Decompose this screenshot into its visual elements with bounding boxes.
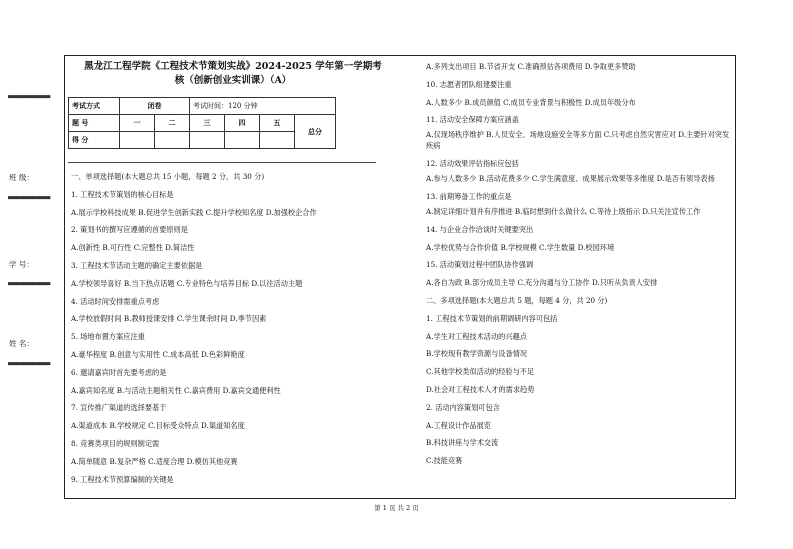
exam-time: 考试时间：120 分钟 (190, 98, 336, 115)
question-3: 3. 工程技术节活动主题的确定主要依据是 (71, 260, 203, 270)
right-column (426, 58, 732, 470)
mc-question-1-option-c: C.其他学校类似活动的经验与不足 (426, 367, 535, 377)
question-2: 2. 策划书的撰写应遵循的首要原则是 (71, 225, 188, 235)
question-8-options: A.简单随意 B.复杂严格 C.适度合理 D.模仿其他竞赛 (71, 456, 238, 466)
question-15-options: A.各自为政 B.部分成员主导 C.充分沟通与分工协作 D.只听从负责人安排 (426, 278, 658, 288)
score-cell-1[interactable] (120, 132, 155, 149)
mc-question-2-option-a: A.工程设计作品展览 (426, 420, 491, 430)
exam-method-value: 闭卷 (120, 98, 190, 115)
question-1-options: A.展示学校科技成果 B.促进学生创新实践 C.提升学校知名度 D.加强校企合作 (71, 207, 317, 217)
score-label: 得 分 (69, 132, 120, 149)
question-3-options: A.学校领导喜好 B.当下热点话题 C.专业特色与培养目标 D.以往活动主题 (71, 278, 303, 288)
question-2-options: A.创新性 B.可行性 C.完整性 D.简洁性 (71, 243, 195, 253)
binding-dots-1: ■■■■■■■■■■■■■■■ (8, 95, 51, 100)
question-11: 11. 活动安全保障方案应涵盖 (426, 115, 519, 125)
class-label: 班 级： (9, 173, 34, 182)
question-5-options: A.豪华程度 B.创意与实用性 C.成本高低 D.色彩鲜艳度 (71, 349, 245, 359)
left-column (71, 168, 401, 488)
question-1: 1. 工程技术节策划的核心目标是 (71, 189, 174, 199)
col-3: 三 (190, 115, 225, 132)
question-13: 13. 前期筹备工作的重点是 (426, 191, 512, 201)
question-13-options: A.制定详细计划并有序推进 B.临时想到什么做什么 C.等待上级指示 D.只关注宣传工作 (426, 206, 701, 216)
score-cell-4[interactable] (225, 132, 260, 149)
question-4: 4. 活动时间安排需重点考虑 (71, 296, 160, 306)
mc-question-2-option-c: C.技能竞赛 (426, 456, 463, 466)
exam-title-line1: 黑龙江工程学院《工程技术节策划实战》2024-2025 学年第一学期考 (84, 61, 382, 72)
question-9: 9. 工程技术节预算编制的关键是 (71, 474, 174, 484)
question-14-options: A.学校优势与合作价值 B.学校规模 C.学生数量 D.校园环境 (426, 242, 615, 252)
score-cell-5[interactable] (260, 132, 295, 149)
mc-question-1: 1. 工程技术节策划的前期调研内容可包括 (426, 313, 558, 323)
section-2-heading: 二、多项选择题(本大题总共 5 题，每题 4 分，共 20 分) (426, 295, 608, 305)
mc-question-2-option-b: B.科技讲座与学术交流 (426, 438, 499, 448)
binding-dots-4: ■■■■■■■■■■■■■■■ (8, 362, 51, 367)
exam-method-label: 考试方式 (69, 98, 120, 115)
question-8: 8. 竞赛类项目的规则制定需 (71, 438, 160, 448)
mc-question-2: 2. 活动内容策划可包含 (426, 402, 500, 412)
section-1-heading: 一、单项选择题(本大题总共 15 小题，每题 2 分，共 30 分) (71, 172, 265, 181)
question-12-options: A.参与人数多少 B.活动花费多少 C.学生满意度、成果展示效果等多维度 D.是否有领导表扬 (426, 173, 715, 183)
question-no-label: 题 号 (69, 115, 120, 132)
page-footer: 第 1 页 共 2 页 (374, 504, 419, 512)
mc-question-1-option-b: B.学校现有教学资源与设备情况 (426, 349, 528, 359)
question-10-options: A.人数多少 B.成员颜值 C.成员专业背景与积极性 D.成员年级分布 (426, 97, 636, 107)
question-12: 12. 活动效果评估指标应包括 (426, 159, 519, 169)
name-label: 姓 名： (9, 339, 34, 348)
mc-question-1-option-a: A.学生对工程技术活动的兴趣点 (426, 331, 527, 341)
score-cell-3[interactable] (190, 132, 225, 149)
question-10: 10. 志愿者团队组建要注重 (426, 79, 512, 89)
question-9-options: A.多列支出项目 B.节省开支 C.准确预估各项费用 D.争取更多赞助 (426, 62, 636, 71)
score-cell-2[interactable] (155, 132, 190, 149)
question-15: 15. 活动策划过程中团队协作强调 (426, 260, 534, 270)
mc-question-1-option-d: D.社会对工程技术人才的需求趋势 (426, 384, 535, 394)
total-label: 总分 (295, 115, 336, 149)
col-2: 二 (155, 115, 190, 132)
question-4-options: A.学校放假时间 B.教师授课安排 C.学生课余时间 D.季节因素 (71, 314, 267, 324)
student-id-label: 学 号： (9, 260, 34, 269)
binding-dots-3: ■■■■■■■■■■■■■■■ (8, 282, 51, 287)
question-11-options: A.仅现场秩序维护 B.人员安全、场地设施安全等多方面 C.只考虑自然灾害应对 D.主要针对突发疾病 (426, 130, 730, 151)
col-4: 四 (225, 115, 260, 132)
question-6: 6. 邀请嘉宾时首先要考虑的是 (71, 367, 167, 377)
question-6-options: A.嘉宾知名度 B.与活动主题相关性 C.嘉宾费用 D.嘉宾交通便利性 (71, 385, 281, 395)
binding-dots-2: ■■■■■■■■■■■■■■■ (8, 196, 51, 201)
col-5: 五 (260, 115, 295, 132)
col-1: 一 (120, 115, 155, 132)
question-7: 7. 宣传推广渠道的选择要基于 (71, 403, 167, 413)
question-5: 5. 场地布置方案应注重 (71, 332, 145, 342)
question-7-options: A.渠道成本 B.学校规定 C.目标受众特点 D.渠道知名度 (71, 421, 245, 431)
question-14: 14. 与企业合作洽谈时关键要突出 (426, 224, 534, 234)
exam-title-line2: 核（创新创业实训课）（A） (174, 75, 292, 86)
section-divider (68, 162, 376, 163)
score-table (68, 97, 336, 149)
